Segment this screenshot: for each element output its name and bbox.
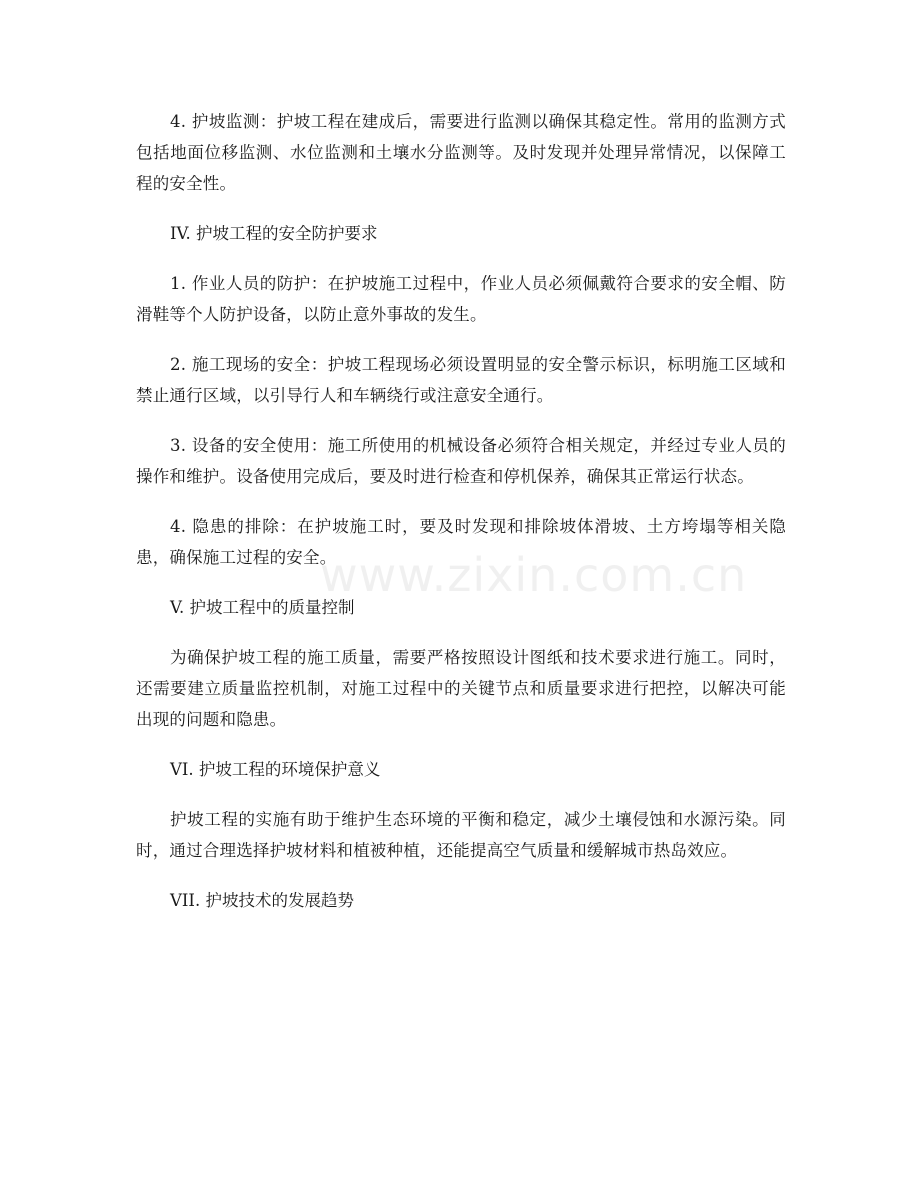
document-body	[136, 106, 786, 935]
watermark: www.zixin.com.cn	[320, 548, 748, 602]
paragraph-worker-protection: 1. 作业人员的防护：在护坡施工过程中，作业人员必须佩戴符合要求的安全帽、防滑鞋等个人防护设备，以防止意外事故的发生。	[136, 274, 786, 324]
section-heading-v: V. 护坡工程中的质量控制	[170, 598, 355, 617]
paragraph-monitoring: 4. 护坡监测：护坡工程在建成后，需要进行监测以确保其稳定性。常用的监测方式包括地面位移监测、水位监测和土壤水分监测等。及时发现并处理异常情况，以保障工程的安全性。	[136, 112, 786, 193]
paragraph-equipment-safety: 3. 设备的安全使用：施工所使用的机械设备必须符合相关规定，并经过专业人员的操作和维护。设备使用完成后，要及时进行检查和停机保养，确保其正常运行状态。	[136, 436, 786, 486]
paragraph-environment: 护坡工程的实施有助于维护生态环境的平衡和稳定，减少土壤侵蚀和水源污染。同时，通过合理选择护坡材料和植被种植，还能提高空气质量和缓解城市热岛效应。	[136, 810, 786, 860]
section-heading-vii: VII. 护坡技术的发展趋势	[170, 891, 354, 910]
paragraph-quality-control: 为确保护坡工程的施工质量，需要严格按照设计图纸和技术要求进行施工。同时，还需要建立质量监控机制，对施工过程中的关键节点和质量要求进行把控，以解决可能出现的问题和隐患。	[136, 648, 786, 729]
paragraph-site-safety: 2. 施工现场的安全：护坡工程现场必须设置明显的安全警示标识，标明施工区域和禁止通行区域，以引导行人和车辆绕行或注意安全通行。	[136, 355, 786, 405]
section-heading-iv: IV. 护坡工程的安全防护要求	[170, 224, 378, 243]
section-heading-vi: VI. 护坡工程的环境保护意义	[170, 760, 381, 779]
paragraph-hazard-removal: 4. 隐患的排除：在护坡施工时，要及时发现和排除坡体滑坡、土方垮塌等相关隐患，确保施工过程的安全。	[136, 517, 786, 567]
